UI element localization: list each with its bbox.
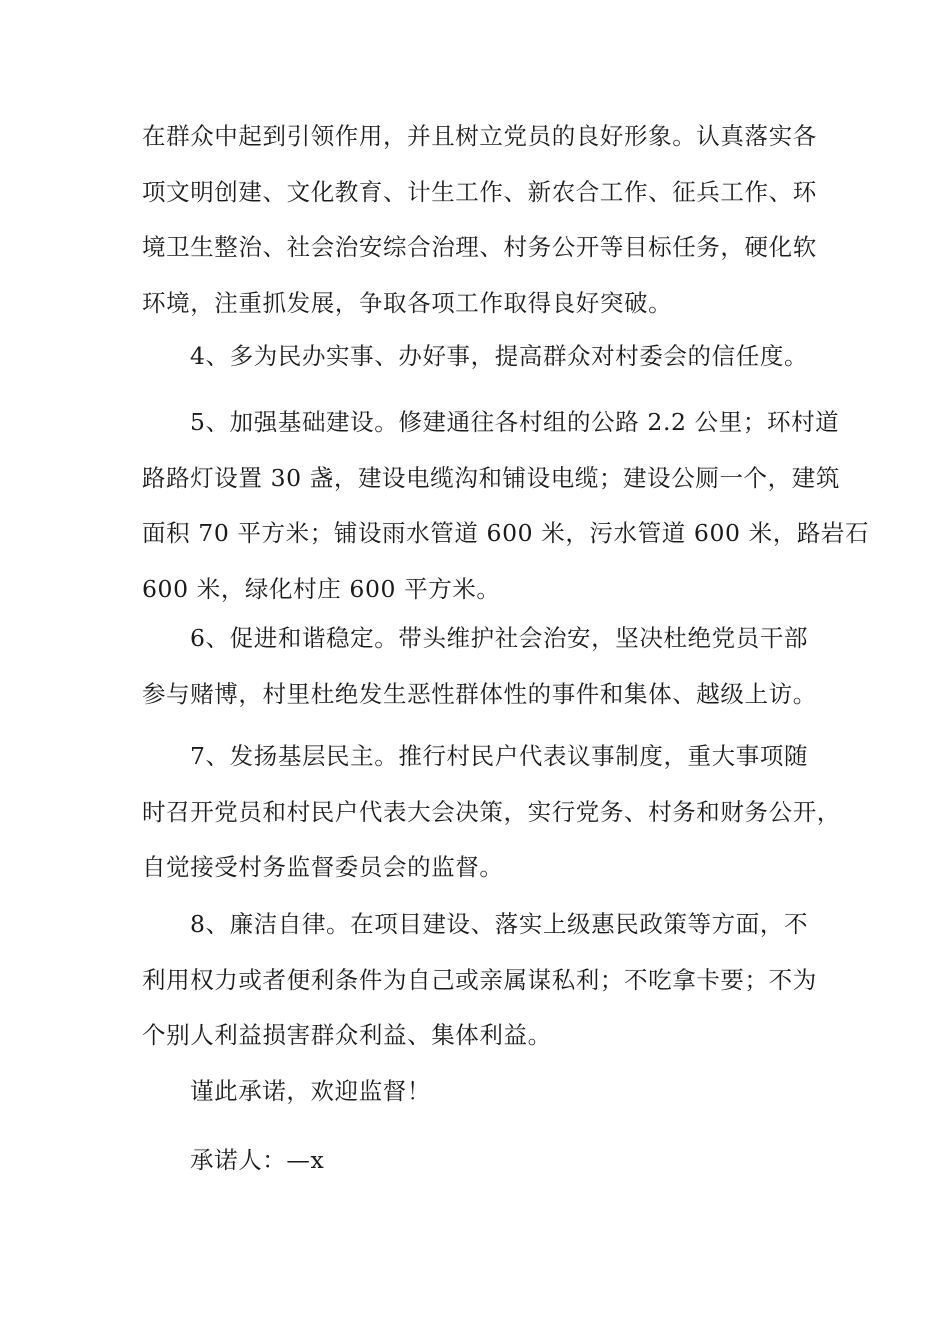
text-line: 参与赌博，村里杜绝发生恶性群体性的事件和集体、越级上访。 [142,679,817,708]
text-line: 路路灯设置 30 盏，建设电缆沟和铺设电缆；建设公厕一个，建筑 [142,463,840,492]
paragraph-item-5 [142,395,870,617]
text-line: 承诺人：—x [190,1146,325,1174]
text-line: 面积 70 平方米；铺设雨水管道 600 米，污水管道 600 米，路岩石 [142,519,870,547]
text-line: 环境，注重抓发展，争取各项工作取得良好突破。 [142,288,673,317]
paragraph-item-8 [142,897,817,1064]
paragraph-item-4 [142,329,814,385]
text-line: 600 米，绿化村庄 600 平方米。 [142,574,501,603]
text-line: 4、多为民办实事、办好事，提高群众对村委会的信任度。 [190,342,809,370]
text-line: 谨此承诺，欢迎监督！ [190,1077,431,1105]
text-line: 利用权力或者便利条件为自己或亲属谋私利；不吃拿卡要；不为 [142,965,817,994]
text-line: 6、促进和谐稳定。带头维护社会治安，坚决杜绝党员干部 [190,624,809,652]
text-line: 5、加强基础建设。修建通往各村组的公路 2.2 公里；环村道 [190,408,840,436]
paragraph-item-7 [142,729,841,896]
closing-statement [142,1064,814,1120]
paragraph-item-6 [142,611,817,722]
text-line: 时召开党员和村民户代表大会决策，实行党务、村务和财务公开， [142,797,841,826]
text-line: 境卫生整治、社会治安综合治理、村务公开等目标任务，硬化软 [142,233,817,261]
text-line: 自觉接受村务监督委员会的监督。 [142,853,504,881]
text-line: 在群众中起到引领作用，并且树立党员的良好形象。认真落实各 [142,122,817,150]
signature-line [142,1133,814,1189]
paragraph-continuation [142,109,817,331]
text-line: 7、发扬基层民主。推行村民户代表议事制度，重大事项随 [190,742,809,770]
text-line: 个别人利益损害群众利益、集体利益。 [142,1021,552,1049]
text-line: 项文明创建、文化教育、计生工作、新农合工作、征兵工作、环 [142,177,817,206]
text-line: 8、廉洁自律。在项目建设、落实上级惠民政策等方面，不 [190,910,809,938]
